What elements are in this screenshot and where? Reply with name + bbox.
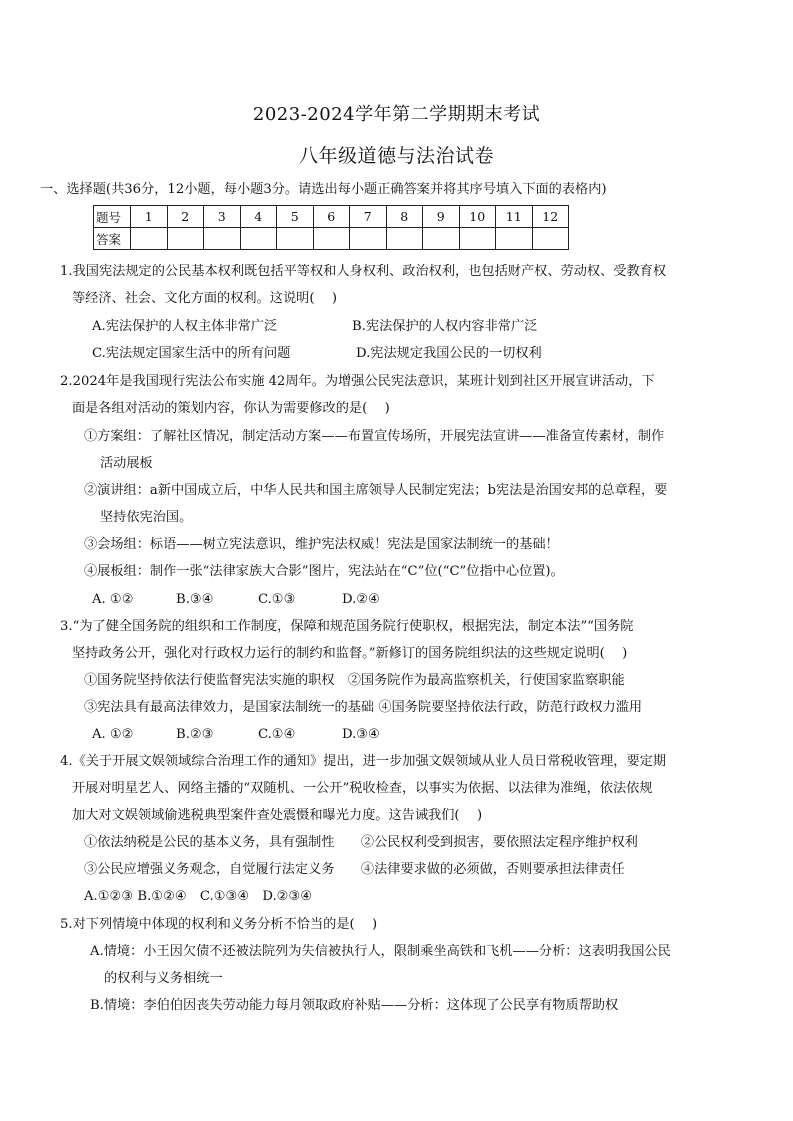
q2-option-c: C.①③: [258, 592, 296, 607]
q5-option-a-line1: A.情境：小王因欠债不还被法院列为失信被执行人，限制乘坐高铁和飞机——分析：这表明我国公民: [90, 944, 671, 959]
answer-table-number-row: [94, 206, 569, 228]
answer-cell[interactable]: [313, 228, 350, 250]
q1-stem-line2: 等经济、社会、文化方面的权利。这说明( ): [72, 291, 338, 306]
q4-items-1-2: ①依法纳税是公民的基本义务，具有强制性 ②公民权利受到损害，要依照法定程序维护权利: [84, 835, 638, 850]
q4-stem-line3: 加大对文娱领域偷逃税典型案件查处震慑和曝光力度。这告诫我们( ): [72, 808, 483, 823]
number-cell: 2: [167, 206, 204, 228]
q4-stem-line1: 4.《关于开展文娱领域综合治理工作的通知》提出，进一步加强文娱领域从业人员日常税收管理，要定期: [60, 754, 667, 769]
q3-items-1-2: ①国务院坚持依法行使监督宪法实施的职权 ②国务院作为最高监察机关，行使国家监察职能: [84, 673, 625, 688]
number-cell: 11: [496, 206, 533, 228]
q2-stem-line1: 2.2024年是我国现行宪法公布实施 42周年。为增强公民宪法意识，某班计划到社区开展宣讲活动，下: [60, 374, 655, 389]
answer-cell[interactable]: [350, 228, 387, 250]
q1-option-d: D.宪法规定我国公民的一切权利: [356, 346, 542, 361]
answer-cell[interactable]: [167, 228, 204, 250]
answer-cell[interactable]: [131, 228, 168, 250]
number-cell: 10: [459, 206, 496, 228]
answer-cell[interactable]: [277, 228, 314, 250]
number-cell: 3: [204, 206, 241, 228]
number-cell: 6: [313, 206, 350, 228]
q5-option-a-line2: 的权利与义务相统一: [104, 971, 223, 986]
q4-items-3-4: ③公民应增强义务观念，自觉履行法定义务 ④法律要求做的必须做，否则要承担法律责任: [84, 862, 625, 877]
q2-item1-line2: 活动展板: [100, 456, 153, 471]
q3-items-3-4: ③宪法具有最高法律效力，是国家法制统一的基础 ④国务院要坚持依法行政，防范行政权力滥用: [84, 700, 643, 715]
q2-option-b: B.③④: [176, 592, 214, 607]
q1-option-c: C.宪法规定国家生活中的所有问题: [92, 346, 291, 361]
q2-item1-line1: ①方案组：了解社区情况，制定活动方案——布置宣传场所，开展宪法宣讲——准备宣传素材，制作: [84, 429, 665, 444]
answer-cell[interactable]: [240, 228, 277, 250]
q2-item4: ④展板组：制作一张“法律家族大合影”图片，宪法站在“C”位(“C”位指中心位置)。: [84, 564, 564, 579]
q3-stem-line2: 坚持政务公开，强化对行政权力运行的制约和监督。”新修订的国务院组织法的这些规定说明( ): [72, 646, 628, 661]
number-row-label: 题号: [94, 206, 131, 228]
answer-cell[interactable]: [423, 228, 460, 250]
answer-table: [93, 205, 569, 250]
q4-stem-line2: 开展对明星艺人、网络主播的“双随机、一公开”税收检查，以事实为依据、以法律为准绳，依法依规: [72, 781, 653, 796]
exam-title: 2023-2024学年第二学期期末考试: [252, 104, 541, 125]
exam-subtitle: 八年级道德与法治试卷: [298, 145, 494, 167]
answer-cell[interactable]: [386, 228, 423, 250]
section-instruction: 一、选择题(共36分，12小题，每小题3分。请选出每小题正确答案并将其序号填入下面的表格内): [40, 182, 607, 197]
q3-option-a: A. ①②: [92, 727, 134, 742]
q1-option-b: B.宪法保护的人权内容非常广泛: [352, 319, 538, 334]
number-cell: 1: [131, 206, 168, 228]
answer-cell[interactable]: [204, 228, 241, 250]
answer-table-answer-row: [94, 228, 569, 250]
q2-item2-line2: 坚持依宪治国。: [100, 510, 193, 525]
number-cell: 7: [350, 206, 387, 228]
q4-options: A.①②③ B.①②④ C.①③④ D.②③④: [84, 889, 313, 904]
number-cell: 5: [277, 206, 314, 228]
number-cell: 9: [423, 206, 460, 228]
q3-option-b: B.②③: [176, 727, 214, 742]
q1-stem-line1: 1.我国宪法规定的公民基本权利既包括平等权和人身权利、政治权利，也包括财产权、劳动权、受教育权: [60, 264, 667, 279]
q2-option-a: A. ①②: [92, 592, 134, 607]
q2-option-d: D.②④: [342, 592, 380, 607]
answer-cell[interactable]: [496, 228, 533, 250]
q2-item3: ③会场组：标语——树立宪法意识，维护宪法权威！宪法是国家法制统一的基础！: [84, 537, 559, 552]
q3-stem-line1: 3.“为了健全国务院的组织和工作制度，保障和规范国务院行使职权，根据宪法，制定本法”“国务院: [60, 619, 634, 634]
q2-stem-line2: 面是各组对活动的策划内容，你认为需要修改的是( ): [72, 401, 390, 416]
number-cell: 4: [240, 206, 277, 228]
answer-cell[interactable]: [532, 228, 569, 250]
number-cell: 8: [386, 206, 423, 228]
q3-option-d: D.③④: [342, 727, 380, 742]
answer-row-label: 答案: [94, 228, 131, 250]
q3-option-c: C.①④: [258, 727, 296, 742]
answer-cell[interactable]: [459, 228, 496, 250]
q1-option-a: A.宪法保护的人权主体非常广泛: [92, 319, 278, 334]
number-cell: 12: [532, 206, 569, 228]
q5-option-b: B.情境：李伯伯因丧失劳动能力每月领取政府补贴——分析：这体现了公民享有物质帮助权: [90, 998, 619, 1013]
q5-stem: 5.对下列情境中体现的权利和义务分析不恰当的是( ): [60, 917, 378, 932]
q2-item2-line1: ②演讲组：a新中国成立后，中华人民共和国主席领导人民制定宪法；b宪法是治国安邦的总章程，要: [84, 483, 668, 498]
